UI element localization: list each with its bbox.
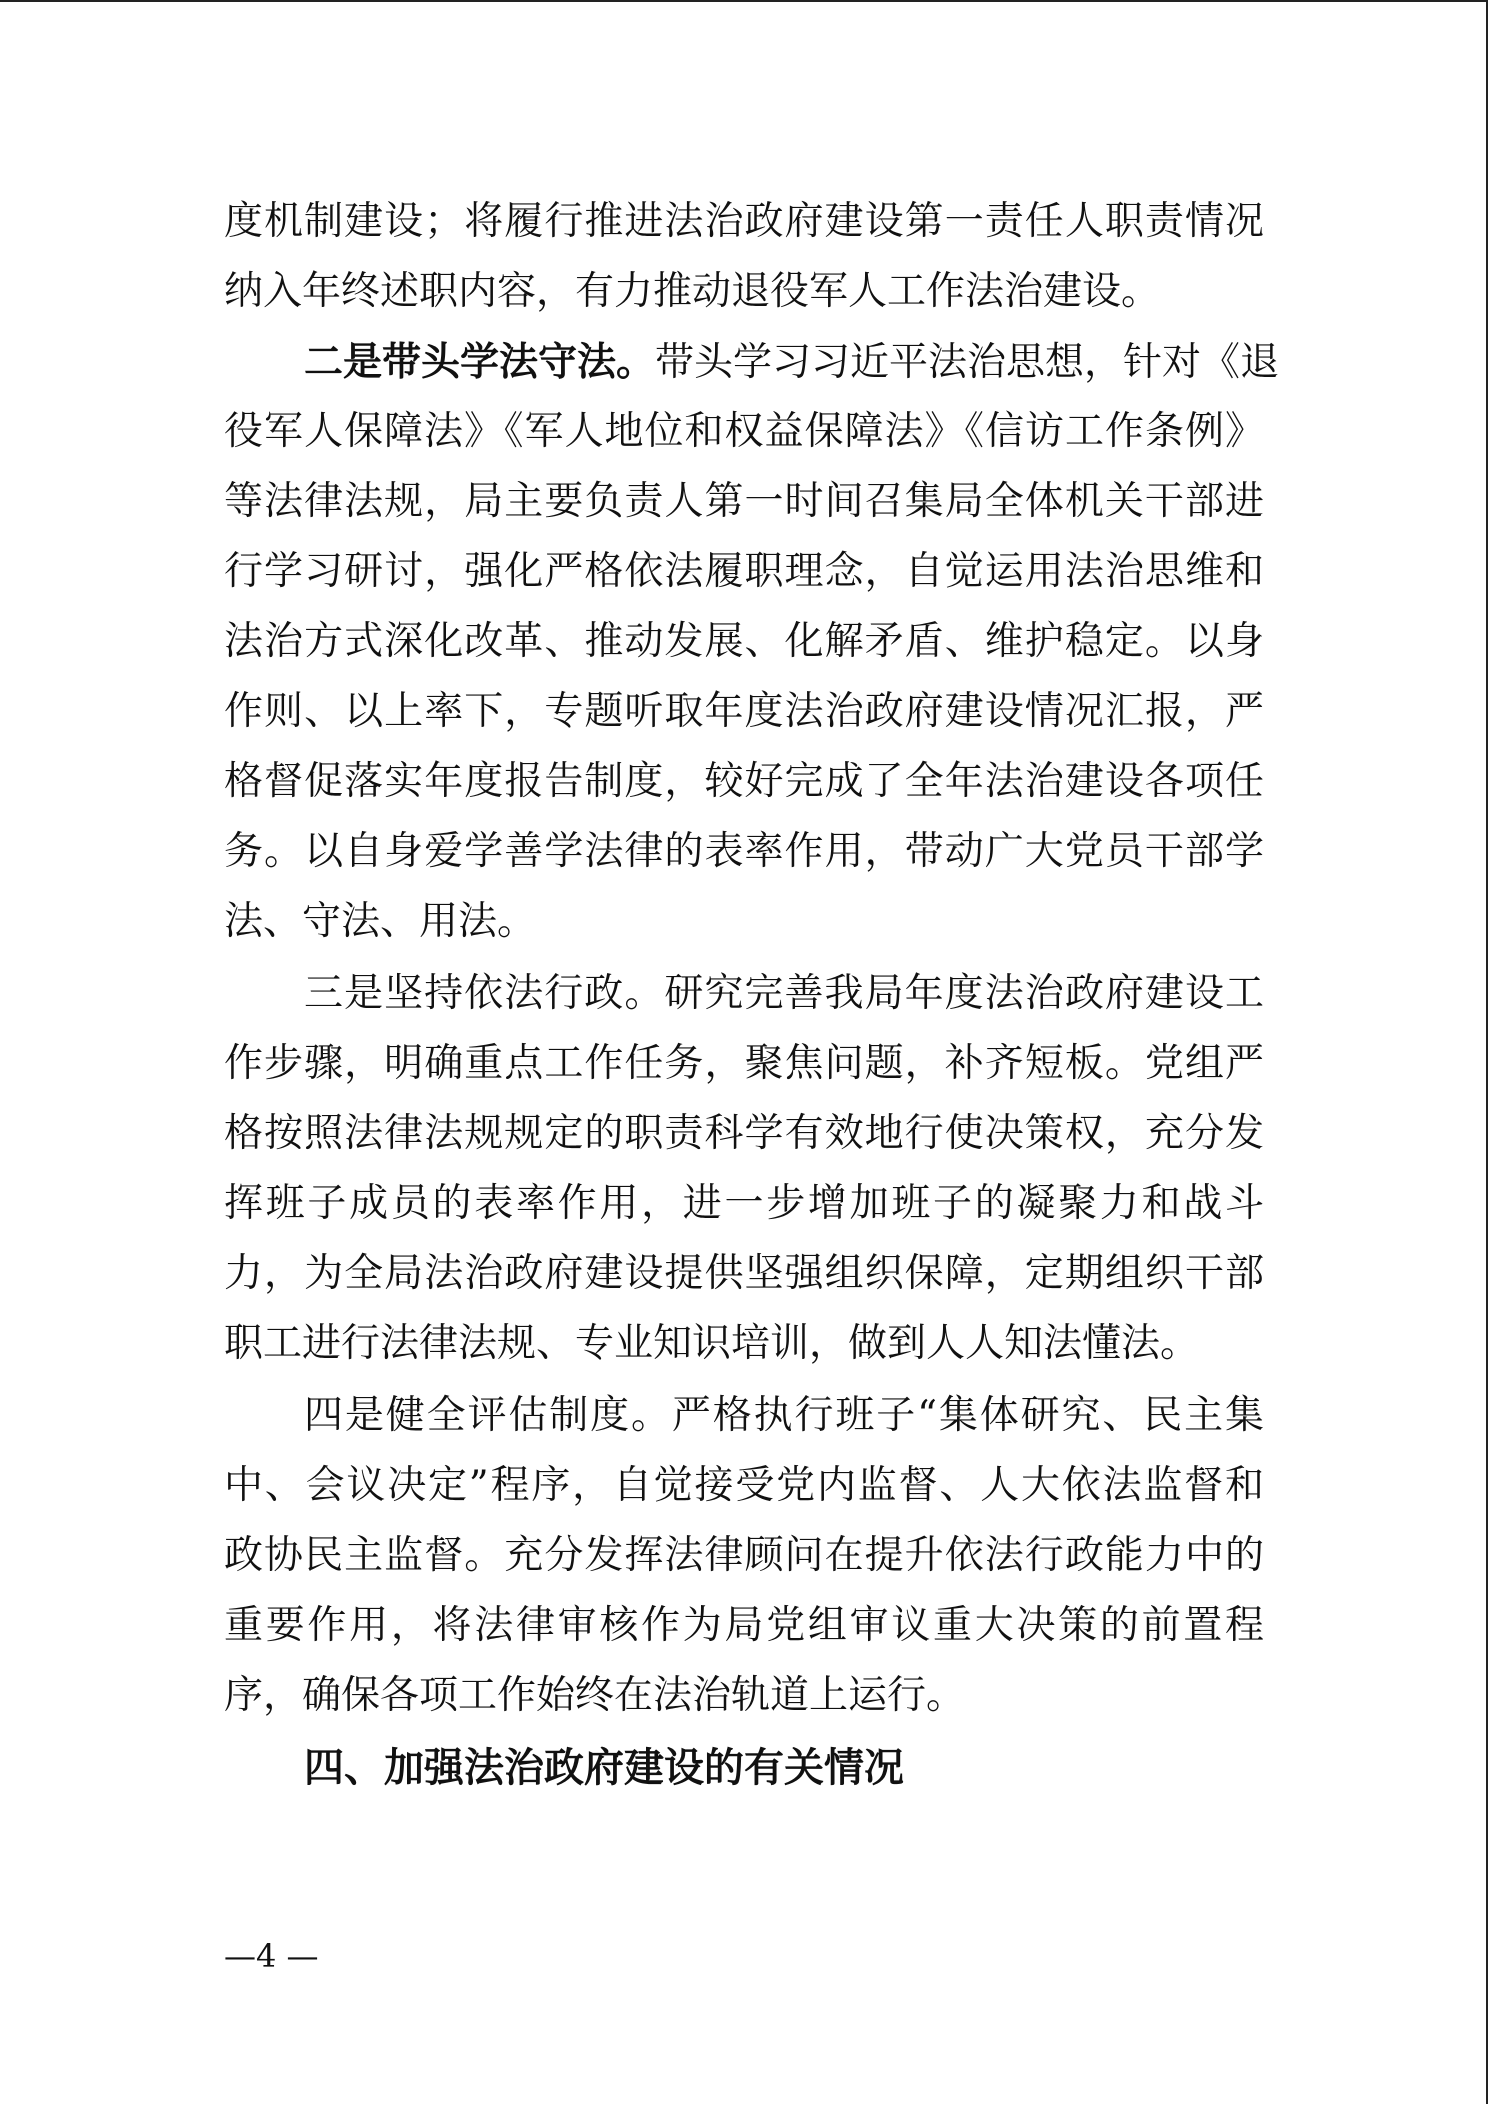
body-line: 四是健全评估制度。严格执行班子“集体研究、民主集: [304, 1393, 1264, 1438]
body-line: 度机制建设；将履行推进法治政府建设第一责任人职责情况: [224, 199, 1264, 244]
body-line: 格督促落实年度报告制度，较好完成了全年法治建设各项任: [224, 759, 1264, 804]
body-line: 作则、以上率下，专题听取年度法治政府建设情况汇报，严: [224, 689, 1264, 734]
body-line: 役军人保障法》《军人地位和权益保障法》《信访工作条例》: [224, 409, 1264, 454]
body-line: 挥班子成员的表率作用，进一步增加班子的凝聚力和战斗: [224, 1181, 1264, 1226]
body-line: 力，为全局法治政府建设提供坚强组织保障，定期组织干部: [224, 1251, 1264, 1296]
body-line: 序，确保各项工作始终在法治轨道上运行。: [224, 1673, 966, 1718]
body-line: 政协民主监督。充分发挥法律顾问在提升依法行政能力中的: [224, 1533, 1264, 1578]
body-line: 法、守法、用法。: [224, 899, 537, 944]
paragraph-lead: 二是带头学法守法。: [304, 339, 656, 385]
page-number: —4 —: [224, 1937, 319, 1975]
section-heading: 四、加强法治政府建设的有关情况: [304, 1744, 904, 1791]
paragraph-text: 带头学习习近平法治思想，针对《退: [655, 340, 1280, 385]
body-line: 作步骤，明确重点工作任务，聚焦问题，补齐短板。党组严: [224, 1041, 1264, 1086]
body-line: 务。以自身爱学善学法律的表率作用，带动广大党员干部学: [224, 829, 1264, 874]
body-line: 行学习研讨，强化严格依法履职理念，自觉运用法治思维和: [224, 549, 1264, 594]
body-line: 等法律法规，局主要负责人第一时间召集局全体机关干部进: [224, 479, 1264, 524]
top-border: [0, 0, 1488, 2]
body-line: 三是坚持依法行政。研究完善我局年度法治政府建设工: [304, 971, 1264, 1016]
body-line: 纳入年终述职内容，有力推动退役军人工作法治建设。: [224, 269, 1161, 314]
body-line: 法治方式深化改革、推动发展、化解矛盾、维护稳定。以身: [224, 619, 1264, 664]
body-line: 中、会议决定”程序，自觉接受党内监督、人大依法监督和: [224, 1463, 1264, 1508]
body-line: 职工进行法律法规、专业知识培训，做到人人知法懂法。: [224, 1321, 1200, 1366]
body-line: 重要作用，将法律审核作为局党组审议重大决策的前置程: [224, 1603, 1264, 1648]
paragraph-2-first-line: [304, 326, 1280, 398]
body-line: 格按照法律法规规定的职责科学有效地行使决策权，充分发: [224, 1111, 1264, 1156]
